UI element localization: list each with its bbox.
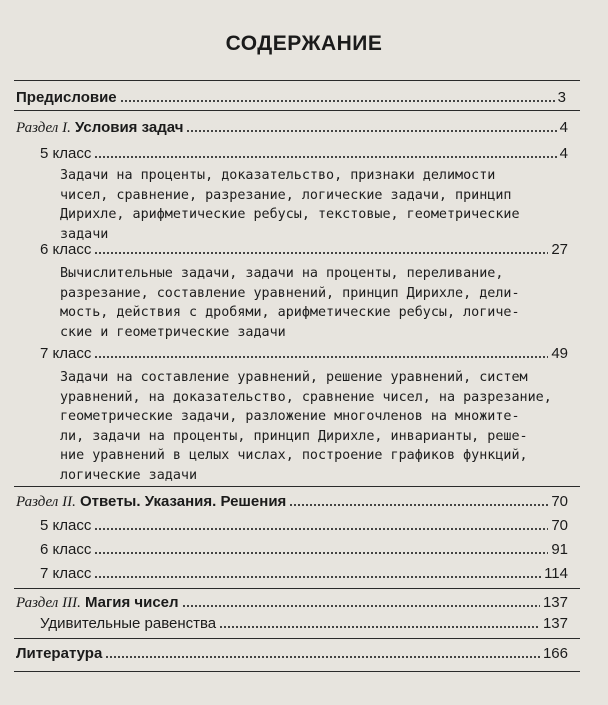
description-line: чисел, сравнение, разрезание, логические задачи, принцип (60, 187, 512, 203)
toc-entry-label: 5 класс (40, 145, 92, 162)
description-line: ли, задачи на проценты, принцип Дирихле, инварианты, реше- (60, 428, 528, 444)
dot-leader (94, 527, 548, 531)
dot-leader (94, 551, 548, 555)
description-line: ские и геометрические задачи (60, 324, 286, 340)
description-line: Задачи на проценты, доказательство, признаки делимости (60, 168, 496, 183)
toc-entry-section-2-grade-7[interactable] (40, 564, 568, 584)
divider (14, 638, 580, 639)
dot-leader (182, 604, 540, 608)
description-line: мость, действия с дробями, арифметические ребусы, логиче- (60, 305, 520, 320)
toc-entry-section-3[interactable] (16, 593, 568, 613)
description-line: Вычислительные задачи, задачи на проценты, переливание, (60, 266, 504, 281)
section-title: Магия чисел (85, 594, 179, 611)
toc-entry-label: 7 класс (40, 345, 92, 362)
dot-leader (94, 575, 541, 579)
toc-entry-section-2-grade-5[interactable] (40, 516, 568, 536)
section-prefix: Раздел II. (16, 494, 76, 510)
toc-entry-label: 6 класс (40, 541, 92, 558)
toc-entry-label: 7 класс (40, 565, 92, 582)
toc-page-number: 3 (557, 89, 566, 106)
toc-page-number: 137 (542, 615, 568, 632)
grade-5-description (60, 166, 580, 244)
dot-leader (94, 155, 556, 159)
divider (14, 110, 580, 111)
dot-leader (219, 625, 540, 629)
toc-page-number: 91 (551, 541, 568, 558)
section-prefix: Раздел III. (16, 595, 81, 611)
toc-entry-section-1[interactable] (16, 118, 568, 138)
top-divider (14, 80, 580, 81)
dot-leader (186, 129, 556, 133)
toc-entry-label (16, 118, 183, 138)
toc-entry-section-2[interactable] (16, 492, 568, 512)
bottom-divider (14, 671, 580, 672)
toc-entry-section-2-grade-6[interactable] (40, 540, 568, 560)
toc-page-number: 70 (551, 517, 568, 534)
section-title: Условия задач (75, 119, 184, 136)
dot-leader (120, 99, 555, 103)
toc-entry-label (16, 593, 179, 613)
toc-page-number: 27 (551, 241, 568, 258)
dot-leader (94, 251, 548, 255)
description-line: Задачи на составление уравнений, решение уравнений, систем (60, 370, 528, 385)
toc-entry-section-3-item[interactable] (40, 614, 568, 634)
description-line: задачи (60, 226, 109, 242)
toc-page-number: 49 (551, 345, 568, 362)
description-line: логические задачи (60, 467, 198, 483)
description-line: геометрические задачи, разложение многочленов на множите- (60, 409, 520, 424)
toc-entry-label (16, 492, 286, 512)
toc-entry-label: Литература (16, 645, 103, 662)
toc-entry-label: Удивительные равенства (40, 615, 217, 632)
dot-leader (289, 503, 548, 507)
section-prefix: Раздел I. (16, 120, 71, 136)
dot-leader (105, 655, 540, 659)
toc-entry-label: 6 класс (40, 241, 92, 258)
description-line: Дирихле, арифметические ребусы, текстовые, геометрические (60, 207, 520, 222)
divider (14, 486, 580, 487)
description-line: разрезание, составление уравнений, принцип Дирихле, дели- (60, 285, 520, 301)
grade-6-description (60, 264, 580, 342)
toc-page-number: 166 (542, 645, 568, 662)
toc-page-number: 137 (542, 594, 568, 611)
description-line: уравнений, на доказательство, сравнение чисел, на разрезание, (60, 389, 552, 405)
divider (14, 588, 580, 589)
toc-entry-section-1-grade-6[interactable] (40, 240, 568, 260)
toc-entry-preface[interactable] (16, 88, 566, 108)
dot-leader (94, 355, 548, 359)
toc-entry-section-1-grade-7[interactable] (40, 344, 568, 364)
description-line: ние уравнений в целых числах, построение графиков функций, (60, 448, 528, 463)
toc-page-number: 4 (559, 145, 568, 162)
toc-page-number: 70 (551, 493, 568, 510)
toc-page-number: 4 (559, 119, 568, 136)
toc-entry-label: Предисловие (16, 89, 117, 106)
toc-page-number: 114 (544, 565, 568, 582)
toc-entry-section-1-grade-5[interactable] (40, 144, 568, 164)
toc-entry-literature[interactable] (16, 644, 568, 664)
section-title: Ответы. Указания. Решения (80, 493, 287, 510)
toc-entry-label: 5 класс (40, 517, 92, 534)
grade-7-description (60, 368, 580, 485)
page-title: СОДЕРЖАНИЕ (225, 32, 383, 55)
